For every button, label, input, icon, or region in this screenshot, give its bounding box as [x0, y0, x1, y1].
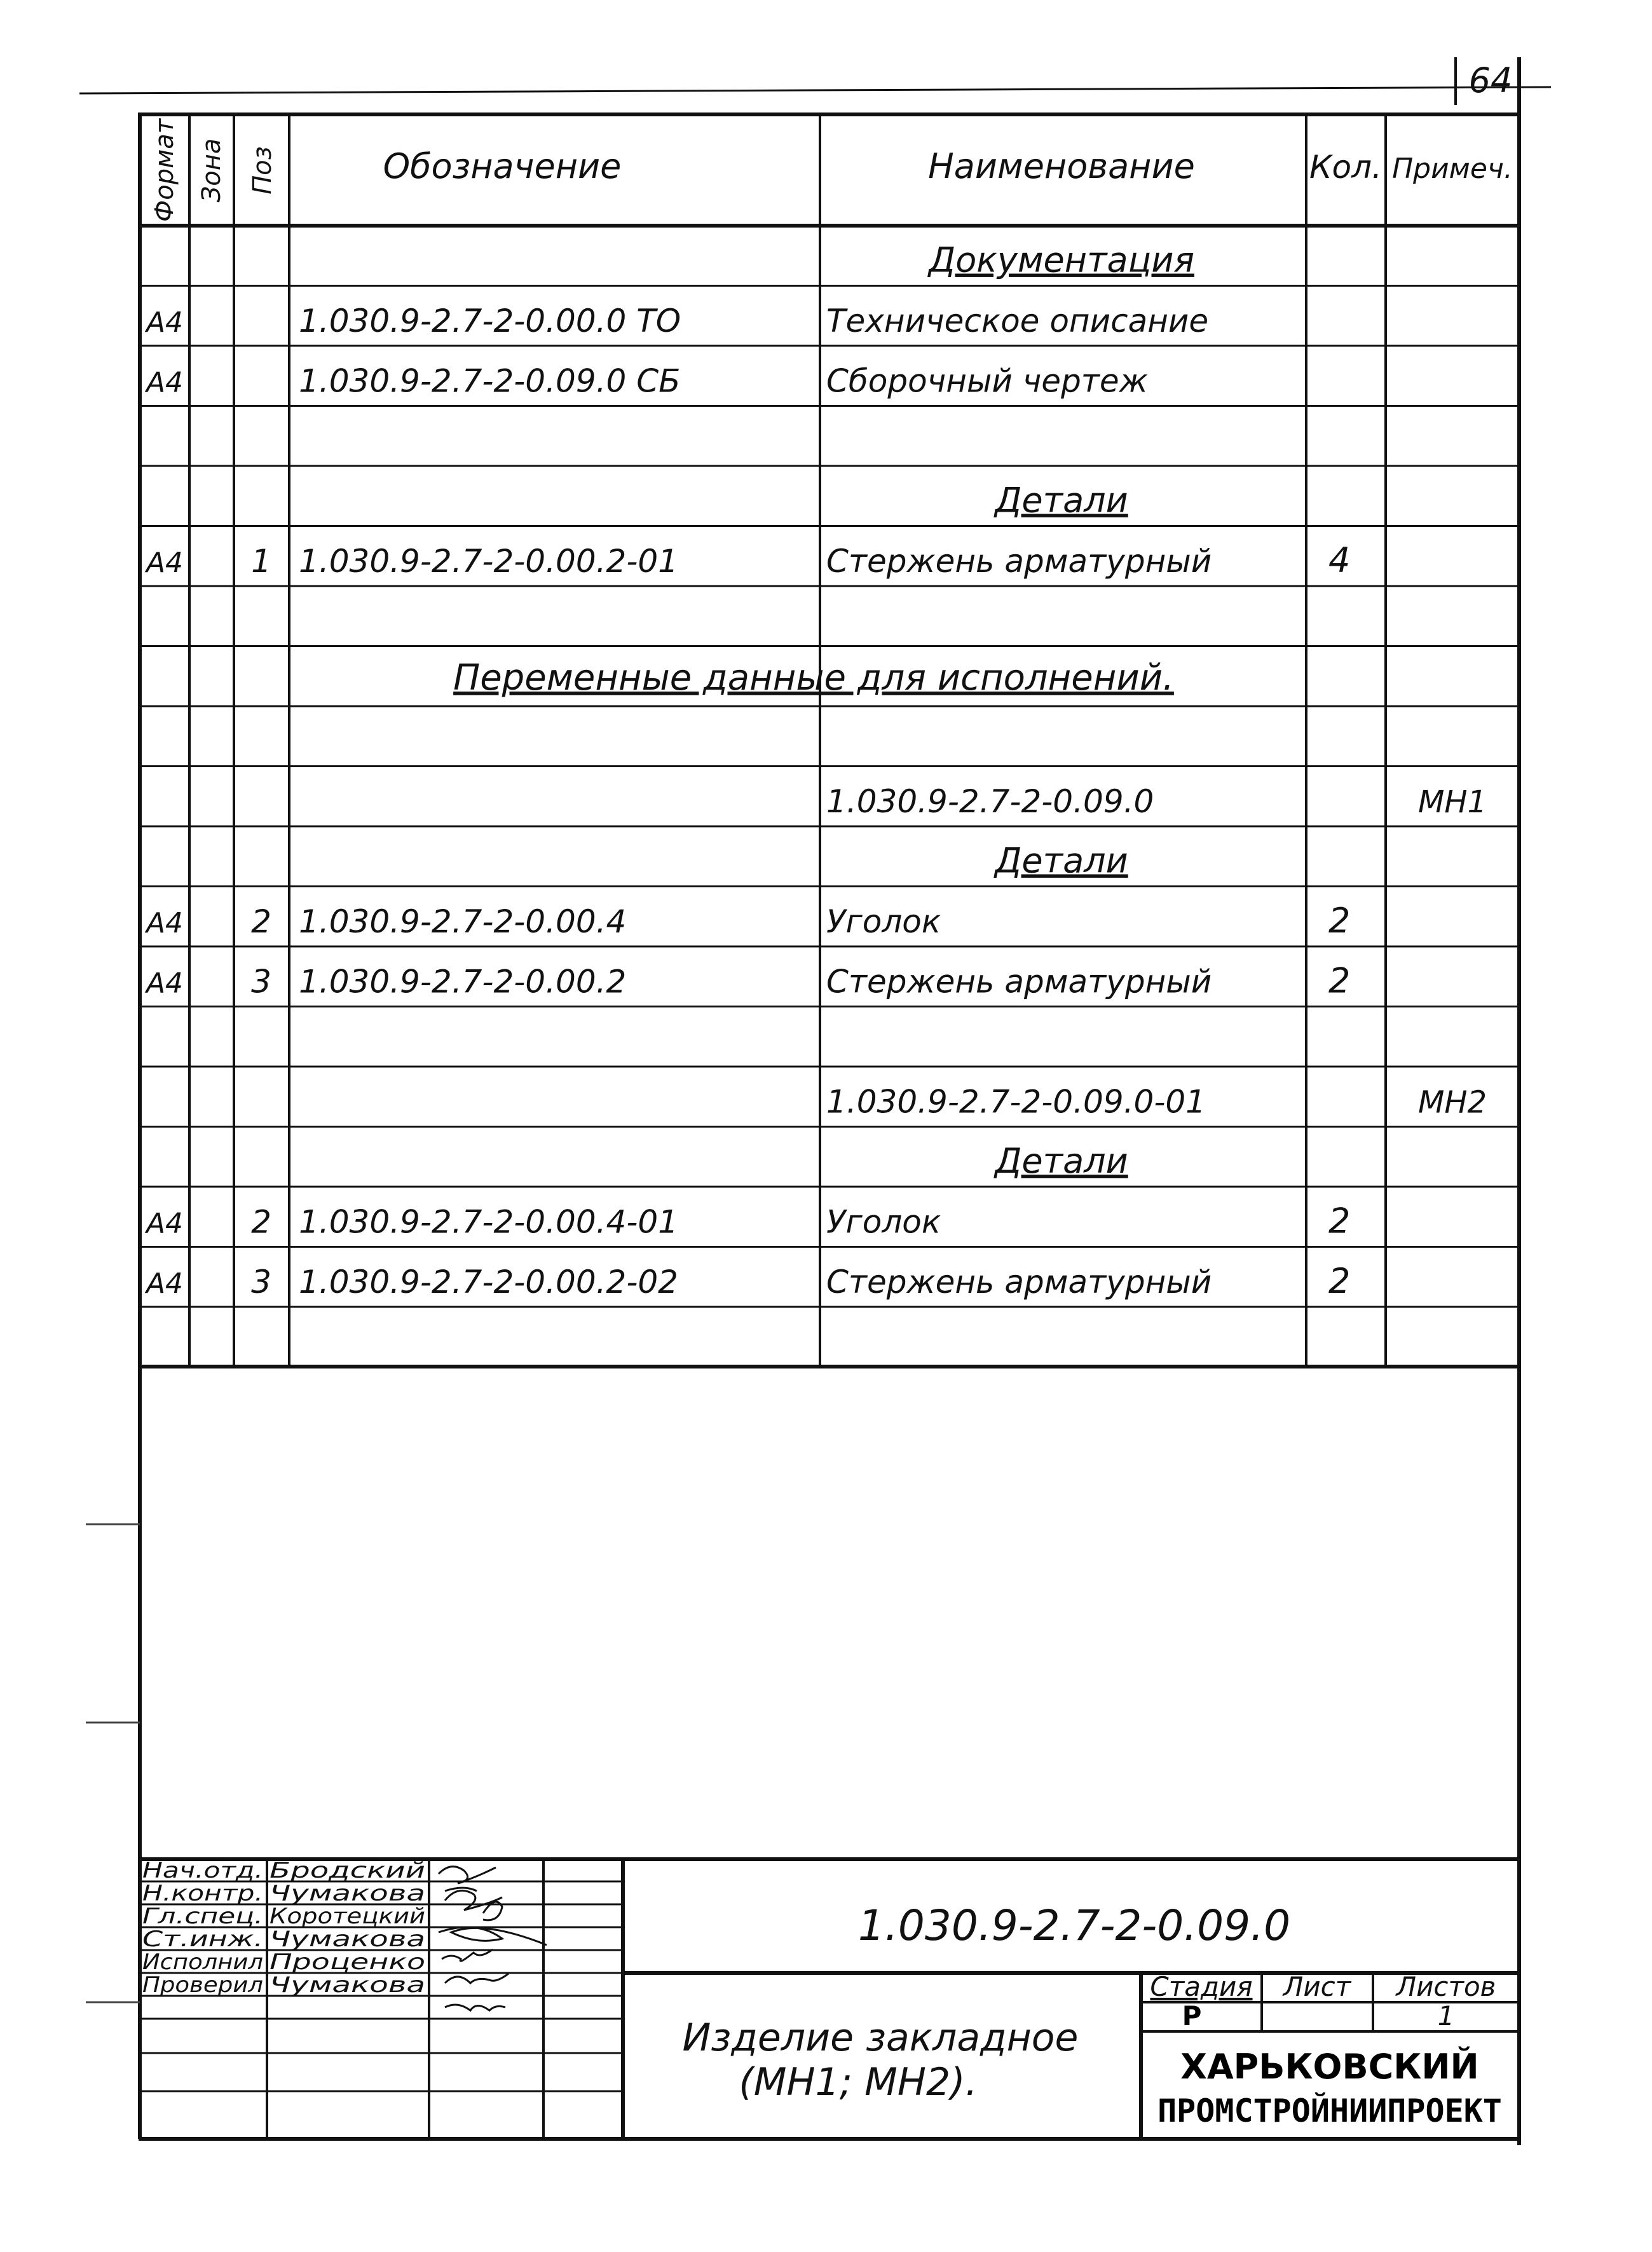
person-name: Чумакова: [270, 1972, 425, 1998]
table-row: [144, 1261, 1350, 1301]
product-title-line2: (МН1; МН2).: [739, 2060, 978, 2105]
cell-designation: 1.030.9-2.7-2-0.00.4-01: [299, 1203, 678, 1241]
cell-name: Документация: [929, 240, 1194, 280]
cell-name: Детали: [995, 480, 1128, 521]
header-pos: Поз: [248, 146, 277, 194]
cell-format: А4: [146, 547, 184, 579]
person-name: Проценко: [270, 1949, 425, 1975]
person-role: Н.контр.: [142, 1881, 263, 1906]
table-row: [144, 901, 1350, 941]
person-name: Бродский: [270, 1858, 425, 1883]
cell-format: А4: [146, 306, 184, 339]
cell-designation: 1.030.9-2.7-2-0.00.2-01: [299, 543, 678, 580]
table-row: [144, 540, 1350, 580]
cell-format: А4: [146, 1267, 184, 1300]
cell-pos: 2: [251, 1203, 271, 1241]
cell-qty: 2: [1328, 1201, 1351, 1241]
cell-format: А4: [146, 366, 184, 399]
table-row: [993, 1141, 1128, 1181]
product-title-line1: Изделие закладное: [682, 2016, 1079, 2060]
cell-designation: 1.030.9-2.7-2-0.00.0 ТО: [299, 303, 681, 339]
table-row: [826, 783, 1487, 820]
sheets-value: 1: [1437, 2000, 1455, 2031]
cell-pos: 2: [251, 903, 271, 940]
cell-pos: 1: [251, 543, 271, 580]
cell-name: Уголок: [826, 1203, 941, 1241]
table-header: [150, 118, 1513, 222]
person-role: Нач.отд.: [142, 1858, 263, 1883]
cell-designation: 1.030.9-2.7-2-0.00.2-02: [299, 1264, 678, 1300]
cell-name: 1.030.9-2.7-2-0.09.0: [826, 783, 1154, 820]
person-name: Чумакова: [270, 1927, 425, 1952]
cell-format: А4: [146, 1207, 184, 1240]
person-role: Исполнил: [142, 1949, 263, 1975]
cell-designation: 1.030.9-2.7-2-0.00.2: [299, 963, 627, 1000]
table-row: [927, 240, 1194, 280]
stage-value: Р: [1182, 2000, 1202, 2031]
header-note: Примеч.: [1392, 153, 1513, 185]
sheets-label: Листов: [1396, 1971, 1496, 2002]
stage-label: Стадия: [1150, 1971, 1253, 2002]
table-body: [144, 240, 1487, 1302]
table-row: [144, 303, 1208, 339]
header-qty: Кол.: [1309, 149, 1382, 186]
cell-designation: 1.030.9-2.7-2-0.00.4: [299, 903, 627, 940]
table-row: [144, 1201, 1350, 1241]
cell-name: Сборочный чертеж: [826, 362, 1148, 400]
cell-name: Уголок: [826, 903, 941, 940]
table-row: [993, 481, 1128, 521]
header-zone: Зона: [197, 138, 226, 203]
cell-name: 1.030.9-2.7-2-0.09.0-01: [826, 1083, 1206, 1121]
organization-line1: ХАРЬКОВСКИЙ: [1180, 2047, 1479, 2087]
header-name: Наименование: [928, 146, 1195, 186]
cell-note: МН2: [1417, 1084, 1487, 1121]
cell-name: Техническое описание: [826, 303, 1209, 339]
cell-qty: 2: [1328, 960, 1351, 1001]
sheet-number: 64: [1468, 60, 1513, 100]
cell-qty: 2: [1328, 1261, 1351, 1301]
organization-line2: ПРОМСТРОЙНИИПРОЕКТ: [1157, 2092, 1502, 2129]
person-role: Ст.инж.: [142, 1927, 263, 1952]
cell-name: Детали: [995, 840, 1128, 881]
header-designation: Обозначение: [383, 146, 622, 186]
table-row: [826, 1084, 1487, 1121]
person-name: Чумакова: [270, 1881, 425, 1906]
cell-format: А4: [146, 967, 184, 1000]
cell-pos: 3: [251, 963, 271, 1000]
document-code: 1.030.9-2.7-2-0.09.0: [857, 1901, 1291, 1950]
table-row: [993, 841, 1128, 881]
cell-format: А4: [146, 907, 184, 939]
cell-designation: 1.030.9-2.7-2-0.09.0 СБ: [299, 362, 681, 400]
cell-name: Детали: [995, 1141, 1128, 1181]
cell-name: Стержень арматурный: [826, 543, 1212, 580]
signatures: [439, 1867, 547, 2010]
cell-name: Стержень арматурный: [826, 963, 1212, 1000]
cell-qty: 2: [1328, 901, 1351, 941]
cell-name: Стержень арматурный: [826, 1264, 1212, 1300]
cell-qty: 4: [1328, 540, 1351, 580]
title-block-people: [142, 1858, 425, 1998]
person-role: Проверил: [142, 1972, 263, 1998]
cell-pos: 3: [251, 1264, 271, 1300]
sheet-label: Лист: [1283, 1971, 1351, 2002]
cell-note: МН1: [1417, 784, 1487, 820]
variable-data-heading: Переменные данные для исполнений.: [453, 657, 1174, 699]
header-format: Формат: [150, 118, 179, 222]
table-row: [144, 363, 1148, 400]
person-name: Коротецкий: [270, 1904, 425, 1929]
person-role: Гл.спец.: [142, 1904, 263, 1929]
table-row: [144, 961, 1350, 1001]
